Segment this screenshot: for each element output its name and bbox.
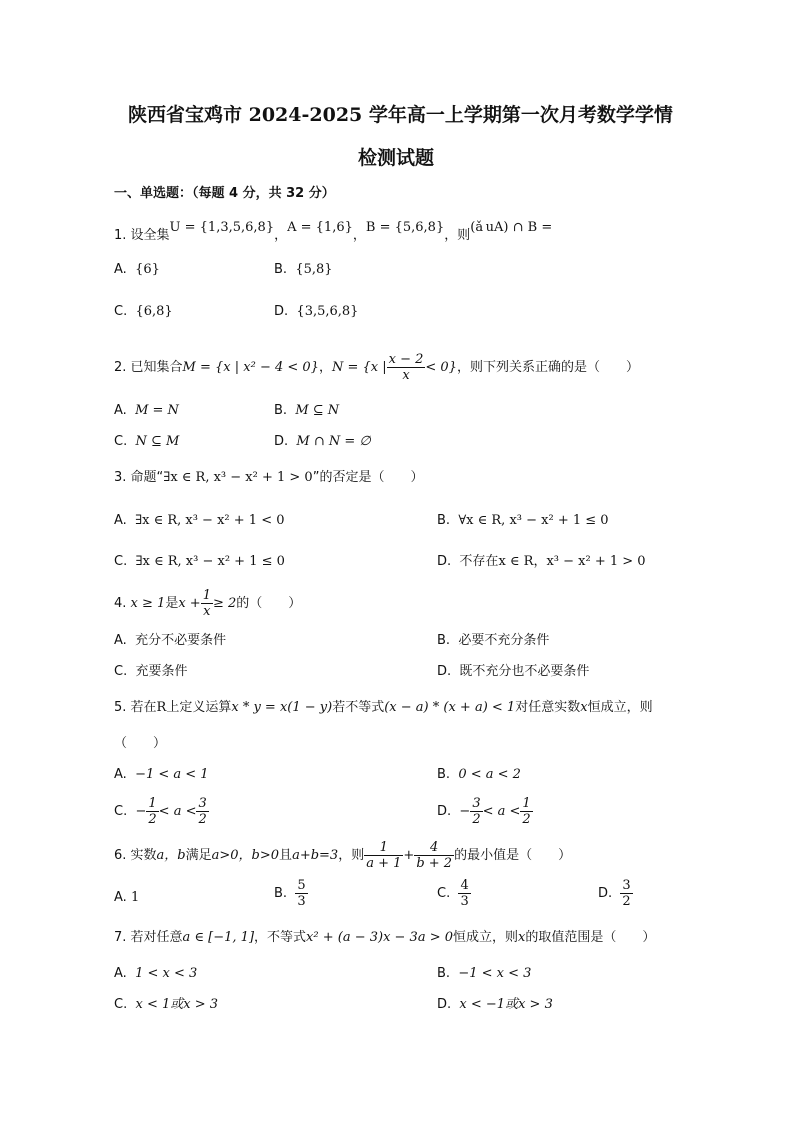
set-m: M = {x | x² − 4 < 0} xyxy=(182,360,319,375)
q1-option-b: B. {5,8} xyxy=(274,262,333,277)
q4-option-c: C. 充要条件 xyxy=(114,664,188,679)
question-1-stem: 1. 设全集U = {1,3,5,6,8}，A = {1,6}，B = {5,6,8}，则(ǎ uA) ∩ B = xyxy=(114,220,553,243)
fraction: $\frac{3}{2}$ xyxy=(472,796,481,827)
fraction: $\frac{1}{a + 1}$ xyxy=(366,840,402,871)
question-5-stem: 5. 若在R上定义运算x * y = x(1 − y)若不等式(x − a) * (x + a) < 1对任意实数x恒成立，则 xyxy=(114,700,653,715)
set-b: B = {5,6,8} xyxy=(365,220,445,235)
set-a: A = {1,6} xyxy=(287,220,353,235)
q1-expression: (ǎ uA) ∩ B = xyxy=(470,220,553,235)
fraction: $\frac{4}{b + 2}$ xyxy=(416,840,453,871)
fraction: $\frac{4}{3}$ xyxy=(460,878,469,909)
q3-option-a: A. ∃x ∈ R, x³ − x² + 1 < 0 xyxy=(114,513,285,528)
q1-option-d: D. {3,5,6,8} xyxy=(274,304,359,319)
fraction: $\frac{3}{2}$ xyxy=(622,878,631,909)
q7-option-b: B. −1 < x < 3 xyxy=(437,966,532,981)
fraction: $\frac{x - 2}{x}$ xyxy=(388,352,424,383)
q3-option-c: C. ∃x ∈ R, x³ − x² + 1 ≤ 0 xyxy=(114,554,285,569)
question-3-stem: 3. 命题“∃x ∈ R, x³ − x² + 1 > 0”的否定是（ ） xyxy=(114,470,424,485)
q3-option-d: D. 不存在x ∈ R，x³ − x² + 1 > 0 xyxy=(437,554,646,569)
q5-answer-paren: （ ） xyxy=(114,736,167,751)
q2-option-a: A. M = N xyxy=(114,403,179,418)
q6-option-a: A. 1 xyxy=(114,890,140,905)
q6-option-b: B. $\frac{5}{3}$ xyxy=(274,878,306,909)
question-7-stem: 7. 若对任意a ∈ [−1, 1]，不等式x² + (a − 3)x − 3a > 0恒成立，则x的取值范围是（ ） xyxy=(114,930,656,945)
q2-option-d: D. M ∩ N = ∅ xyxy=(274,434,371,449)
q5-option-c: C. − $\frac{1}{2}$ < a < $\frac{3}{2}$ xyxy=(114,796,207,827)
q1-option-c: C. {6,8} xyxy=(114,304,173,319)
question-4-stem: 4. x ≥ 1是x + $\frac{1}{x}$ ≥ 2的（ ） xyxy=(114,588,302,619)
title-line-2: 检测试题 xyxy=(358,147,435,169)
q2-option-b: B. M ⊆ N xyxy=(274,403,340,418)
q5-option-d: D. − $\frac{3}{2}$ < a < $\frac{1}{2}$ xyxy=(437,796,531,827)
q3-option-b: B. ∀x ∈ R, x³ − x² + 1 ≤ 0 xyxy=(437,513,609,528)
q6-option-c: C. $\frac{4}{3}$ xyxy=(437,878,469,909)
q4-option-a: A. 充分不必要条件 xyxy=(114,633,227,648)
fraction: $\frac{1}{2}$ xyxy=(522,796,531,827)
question-6-stem: 6. 实数a，b满足a>0，b>0且a+b=3，则 $\frac{1}{a + 1}$ + $\frac{4}{b + 2}$ 的最小值是（ ） xyxy=(114,840,572,871)
q4-option-b: B. 必要不充分条件 xyxy=(437,633,550,648)
set-u: U = {1,3,5,6,8} xyxy=(169,220,275,235)
q5-option-b: B. 0 < a < 2 xyxy=(437,767,521,782)
q6-option-d: D. $\frac{3}{2}$ xyxy=(598,878,631,909)
q7-option-c: C. x < 1或x > 3 xyxy=(114,997,219,1012)
fraction: $\frac{1}{2}$ xyxy=(148,796,157,827)
section-header: 一、单选题：（每题 4 分，共 32 分） xyxy=(114,186,335,201)
q7-option-d: D. x < −1或x > 3 xyxy=(437,997,553,1012)
q4-option-d: D. 既不充分也不必要条件 xyxy=(437,664,590,679)
fraction: $\frac{3}{2}$ xyxy=(198,796,207,827)
title-line-1: 陕西省宝鸡市 2024-2025 学年高一上学期第一次月考数学学情 xyxy=(128,104,673,126)
q1-option-a: A. {6} xyxy=(114,262,160,277)
fraction: $\frac{1}{x}$ xyxy=(202,588,211,619)
q7-option-a: A. 1 < x < 3 xyxy=(114,966,198,981)
q2-option-c: C. N ⊆ M xyxy=(114,434,180,449)
question-2-stem: 2. 已知集合M = {x | x² − 4 < 0}，N = {x | $\frac{x - 2}{x}$ < 0}，则下列关系正确的是（ ） xyxy=(114,352,639,383)
fraction: $\frac{5}{3}$ xyxy=(297,878,306,909)
q5-option-a: A. −1 < a < 1 xyxy=(114,767,209,782)
